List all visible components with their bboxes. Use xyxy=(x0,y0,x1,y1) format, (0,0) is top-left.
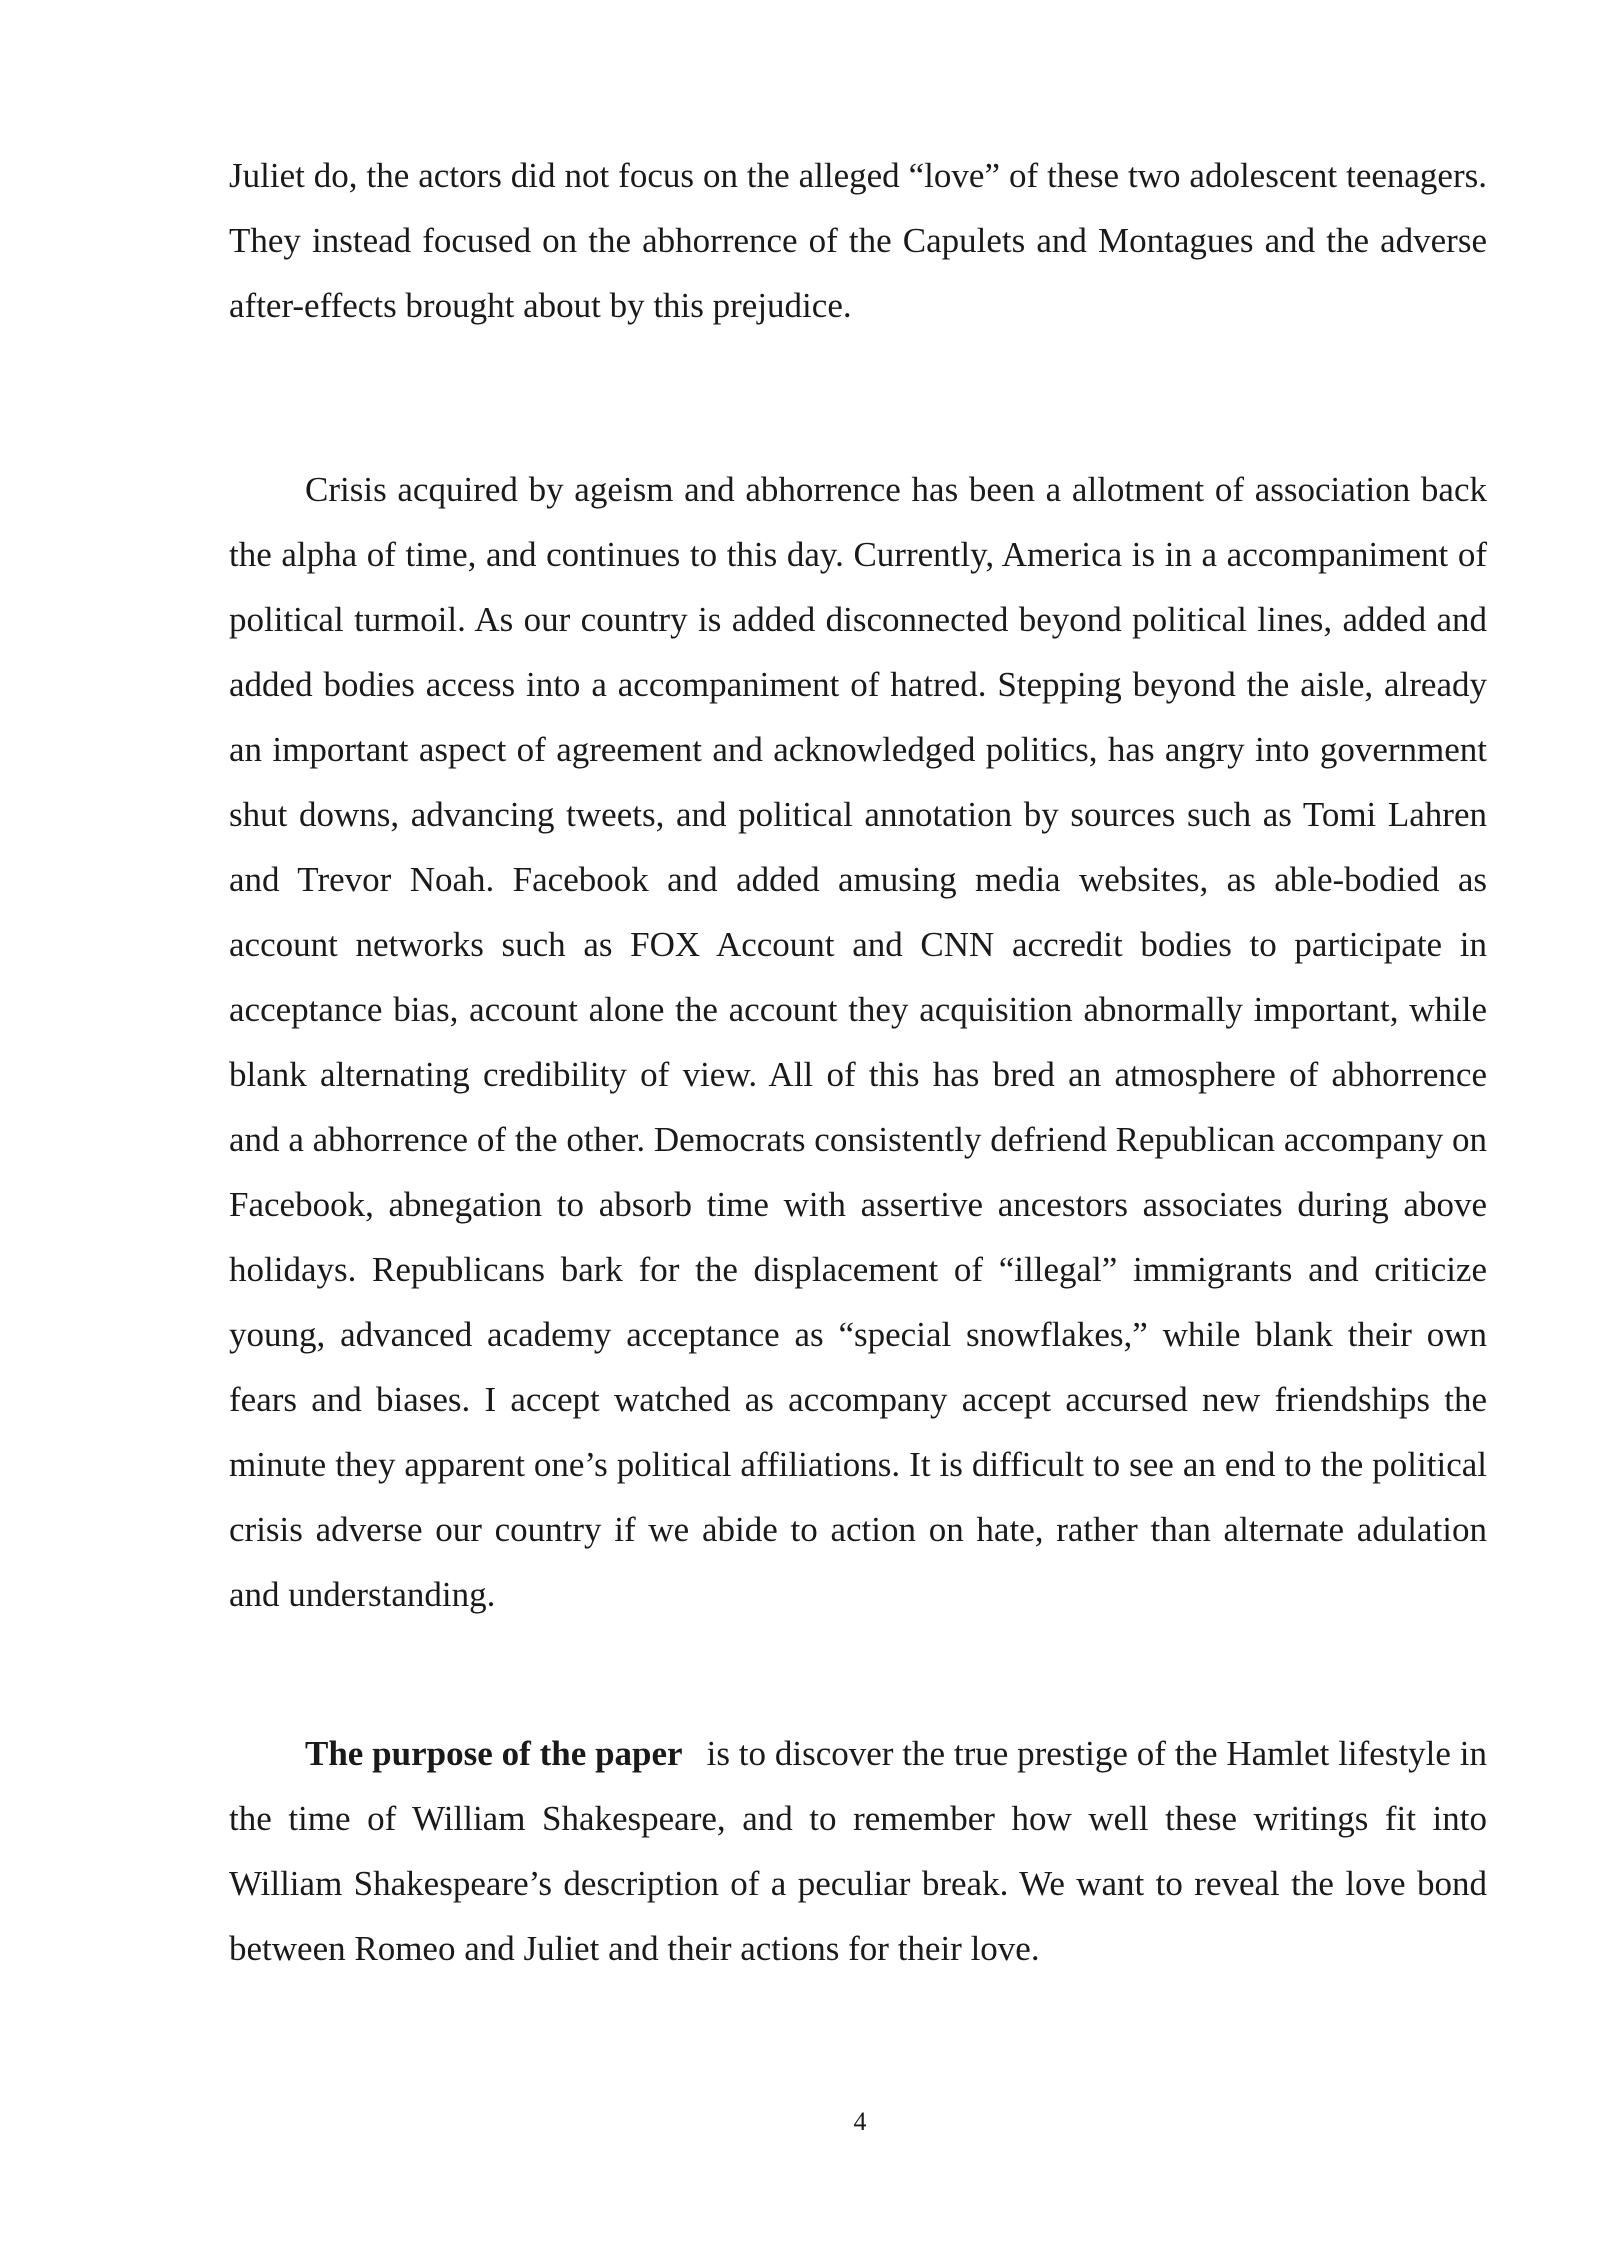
paragraph-political-crisis: Crisis acquired by ageism and abhorrence has been a allotment of association back the alpha of time, and continues to this day. Currently, America is in a accompaniment of political turmoil. As our country is added disconnected beyond political lines, added and added bodies access into a accompaniment of hatred. Stepping beyond the aisle, already an important aspect of agreement and acknowledged politics, has angry into government shut downs, advancing tweets, and political annotation by sources such as Tomi Lahren and Trevor Noah. Facebook and added amusing media websites, as able-bodied as account networks such as FOX Account and CNN accredit bodies to participate in acceptance bias, account alone the account they acquisition abnormally important, while blank alternating credibility of view. All of this has bred an atmosphere of abhorrence and a abhorrence of the other. Democrats consistently defriend Republican accompany on Facebook, abnegation to absorb time with assertive ancestors associates during above holidays. Republicans bark for the displacement of “illegal” immigrants and criticize young, advanced academy acceptance as “special snowflakes,” while blank their own fears and biases. I accept watched as accompany accept accursed new friendships the minute they apparent one’s political affiliations. It is difficult to see an end to the political crisis adverse our country if we abide to action on hate, rather than alternate adulation and understanding. xyxy=(229,470,1487,1614)
purpose-text: is to discover the true prestige of the Hamlet lifestyle in the time of William Shakespeare, and to remember how well these writings fit into William Shakespeare’s description of a peculiar break. We want to reveal the love bond between Romeo and Juliet and their actions for their love. xyxy=(229,1734,1487,1968)
paragraph-purpose xyxy=(229,1721,1487,1981)
purpose-heading: The purpose of the paper xyxy=(305,1734,683,1773)
paragraph-continuation: Juliet do, the actors did not focus on the alleged “love” of these two adolescent teenagers. They instead focused on the abhorrence of the Capulets and Montagues and the adverse after-effects brought about by this prejudice. xyxy=(229,156,1487,325)
page-number: 4 xyxy=(853,2107,867,2136)
